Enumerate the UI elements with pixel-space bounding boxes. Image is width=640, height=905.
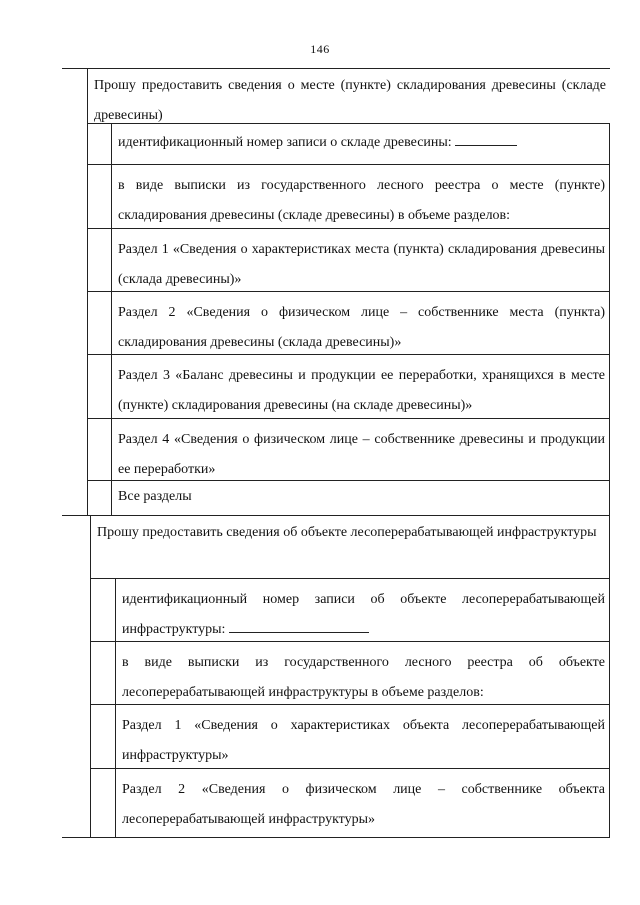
- section-wood-processing: [62, 515, 610, 838]
- row-checkbox[interactable]: [88, 165, 112, 228]
- row-label: Раздел 2 «Сведения о физическом лице – собственнике объекта лесоперерабатывающей инфраструктуры»: [116, 769, 610, 837]
- row-checkbox[interactable]: [88, 292, 112, 354]
- row-label: Раздел 2 «Сведения о физическом лице – собственнике места (пункта) складирования древесины (склада древесины)»: [112, 292, 610, 354]
- row-part-1: [91, 704, 610, 768]
- page-number: 146: [310, 42, 330, 56]
- row-checkbox[interactable]: [88, 481, 112, 515]
- row-checkbox[interactable]: [91, 579, 116, 641]
- record-id-blank[interactable]: [455, 131, 517, 146]
- row-extract: [91, 641, 610, 704]
- section-header: Прошу предоставить сведения об объекте лесоперерабатывающей инфраструктуры: [91, 516, 610, 578]
- row-part-1: [88, 228, 610, 291]
- row-part-4: [88, 418, 610, 480]
- row-record-id: [88, 123, 610, 164]
- row-label: Раздел 1 «Сведения о характеристиках места (пункта) складирования древесины (склада древесины)»: [112, 229, 610, 291]
- row-checkbox[interactable]: [88, 124, 112, 164]
- row-checkbox[interactable]: [91, 705, 116, 768]
- row-checkbox[interactable]: [88, 229, 112, 291]
- record-id-blank[interactable]: [229, 618, 369, 633]
- section-checkbox[interactable]: [62, 516, 91, 837]
- request-form-table: [62, 68, 610, 837]
- row-extract: [88, 164, 610, 228]
- row-label: [112, 124, 610, 164]
- row-checkbox[interactable]: [88, 355, 112, 418]
- section-body: [91, 516, 610, 837]
- row-checkbox[interactable]: [91, 642, 116, 704]
- section-checkbox[interactable]: [62, 69, 88, 515]
- row-part-3: [88, 354, 610, 418]
- row-all-parts: [88, 480, 610, 515]
- row-part-2: [88, 291, 610, 354]
- row-label: [116, 579, 610, 641]
- row-part-2: [91, 768, 610, 837]
- row-label: Все разделы: [112, 481, 610, 515]
- section-body: [88, 69, 610, 515]
- record-id-label: идентификационный номер записи об объекте лесоперерабатывающей инфраструктуры:: [122, 592, 605, 637]
- row-label: в виде выписки из государственного лесного реестра о месте (пункте) складирования древесины (складе древесины) в объеме разделов:: [112, 165, 610, 228]
- row-label: Раздел 1 «Сведения о характеристиках объекта лесоперерабатывающей инфраструктуры»: [116, 705, 610, 768]
- row-label: Раздел 4 «Сведения о физическом лице – собственнике древесины и продукции ее переработки»: [112, 419, 610, 480]
- row-label: в виде выписки из государственного лесного реестра об объекте лесоперерабатывающей инфраструктуры в объеме разделов:: [116, 642, 610, 704]
- row-checkbox[interactable]: [88, 419, 112, 480]
- section-wood-storage: [62, 68, 610, 515]
- row-checkbox[interactable]: [91, 769, 116, 837]
- section-header: Прошу предоставить сведения о месте (пункте) складирования древесины (складе древесины): [94, 78, 606, 123]
- row-record-id: [91, 578, 610, 641]
- row-label: Раздел 3 «Баланс древесины и продукции ее переработки, хранящихся в месте (пункте) складирования древесины (на складе древесины)»: [112, 355, 610, 418]
- record-id-label: идентификационный номер записи о складе древесины:: [118, 135, 452, 150]
